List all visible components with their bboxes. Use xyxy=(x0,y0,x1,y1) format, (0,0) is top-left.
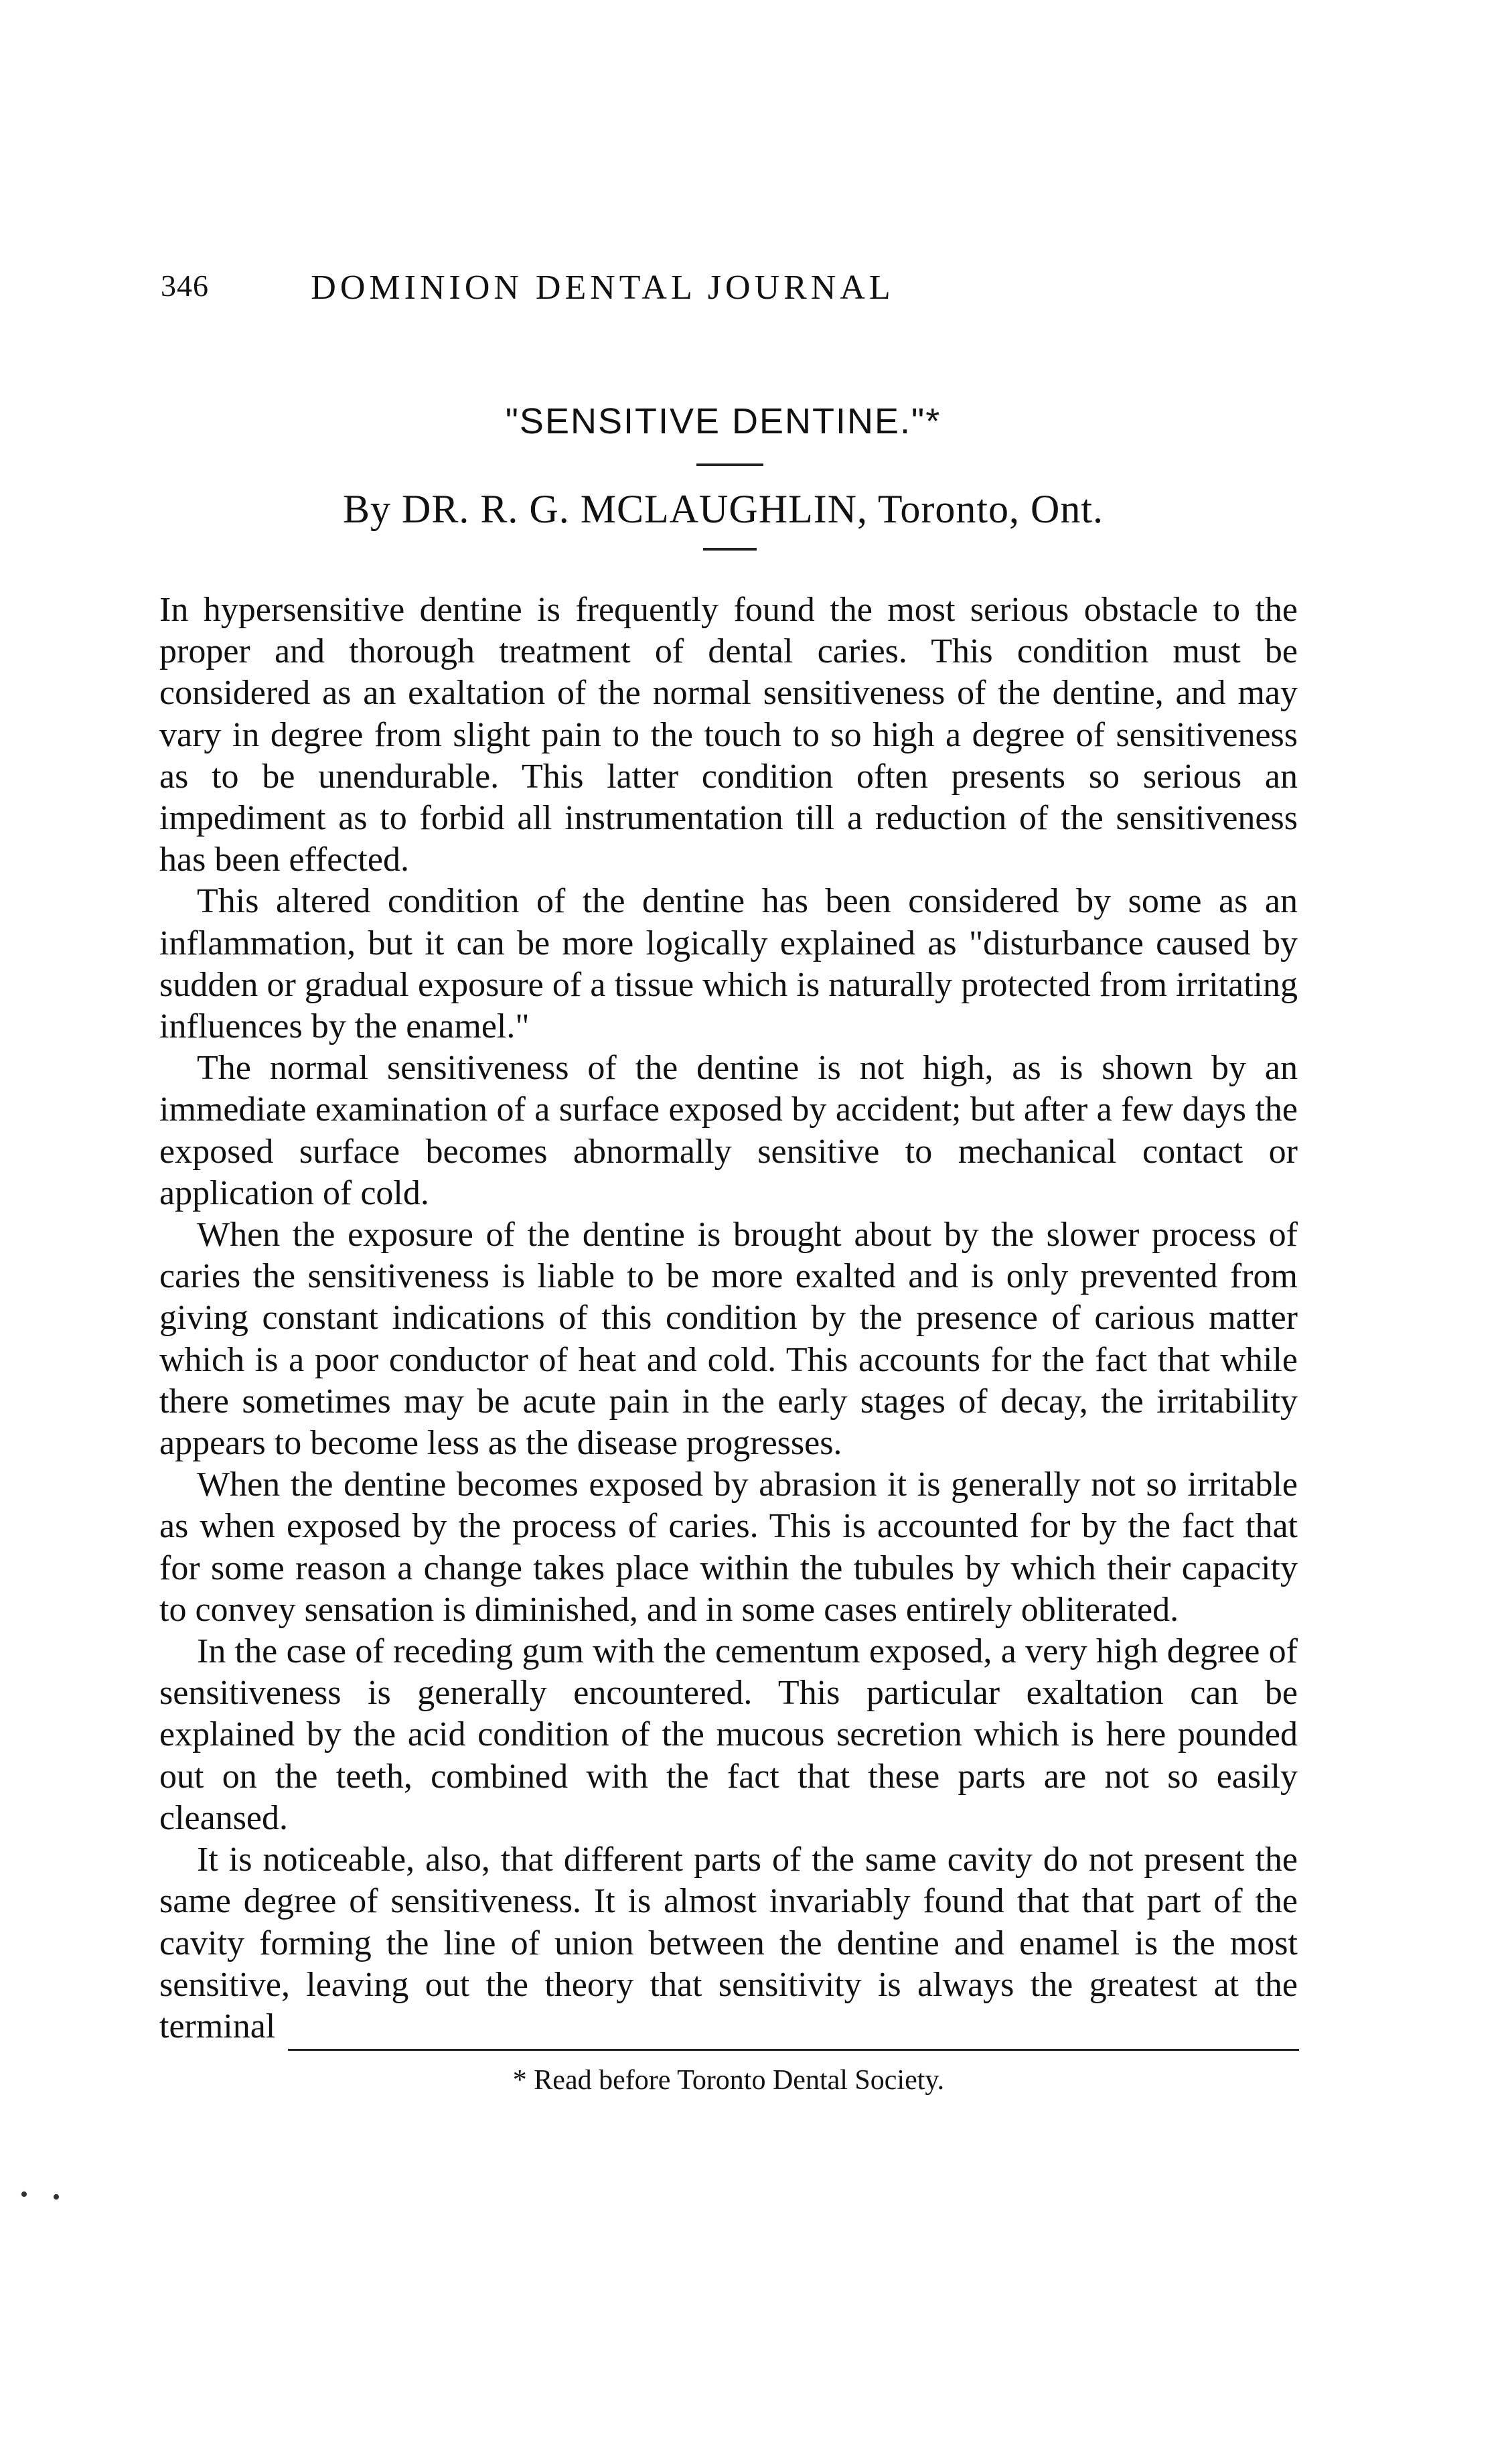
journal-title: DOMINION DENTAL JOURNAL xyxy=(311,269,895,307)
margin-speck-mark: • xyxy=(20,2182,28,2207)
footnote-rule xyxy=(288,2049,1299,2051)
page-number: 346 xyxy=(161,269,209,303)
footnote: * Read before Toronto Dental Society. xyxy=(512,2065,945,2096)
article-title: "SENSITIVE DENTINE."* xyxy=(505,401,941,441)
article-body xyxy=(159,589,1298,2047)
running-head xyxy=(161,268,1286,308)
paragraph: In hypersensitive dentine is frequently found the most serious obstacle to the proper and thorough treatment of dental caries. This condition must be considered as an exaltation of the normal sensitiveness of the dentine, and may vary in degree from slight pain to the touch to so high a degree of sensitiveness as to be unendurable. This latter condition often presents so serious an impediment as to forbid all instrumentation till a reduction of the sensitiveness has been effected. xyxy=(159,591,1298,879)
paragraph: The normal sensitiveness of the dentine is not high, as is shown by an immediate examination of a surface exposed by accident; but after a few days the exposed surface becomes abnormally sensitive to mechanical contact or application of cold. xyxy=(159,1049,1298,1212)
margin-speck-mark: • xyxy=(52,2185,60,2210)
paragraph: When the exposure of the dentine is brought about by the slower process of caries the sensitiveness is liable to be more exalted and is only prevented from giving constant indications of this condition by the presence of carious matter which is a poor conductor of heat and cold. This accounts for the fact that while there sometimes may be acute pain in the early stages of decay, the irritability appears to become less as the disease progresses. xyxy=(159,1216,1298,1463)
byline-rule xyxy=(703,548,757,551)
title-rule xyxy=(696,463,763,466)
paragraph: In the case of receding gum with the cementum exposed, a very high degree of sensitiveness is generally encountered. This particular exaltation can be explained by the acid condition of the mucous secretion which is here pounded out on the teeth, combined with the fact that these parts are not so easily cleansed. xyxy=(159,1632,1298,1837)
byline: By DR. R. G. MCLAUGHLIN, Toronto, Ont. xyxy=(342,487,1104,531)
paragraph: This altered condition of the dentine has been considered by some as an inflammation, but it can be more logically explained as "disturbance caused by sudden or gradual exposure of a tissue which is naturally protected from irritating influences by the enamel." xyxy=(159,882,1298,1046)
paragraph: When the dentine becomes exposed by abrasion it is generally not so irritable as when exposed by the process of caries. This is accounted for by the fact that for some reason a change takes place within the tubules by which their capacity to convey sensation is diminished, and in some cases entirely obliterated. xyxy=(159,1465,1298,1629)
paragraph: It is noticeable, also, that different parts of the same cavity do not present the same degree of sensitiveness. It is almost invariably found that that part of the cavity forming the line of union between the dentine and enamel is the most sensitive, leaving out the theory that sensitivity is always the greatest at the terminal xyxy=(159,1841,1298,2045)
